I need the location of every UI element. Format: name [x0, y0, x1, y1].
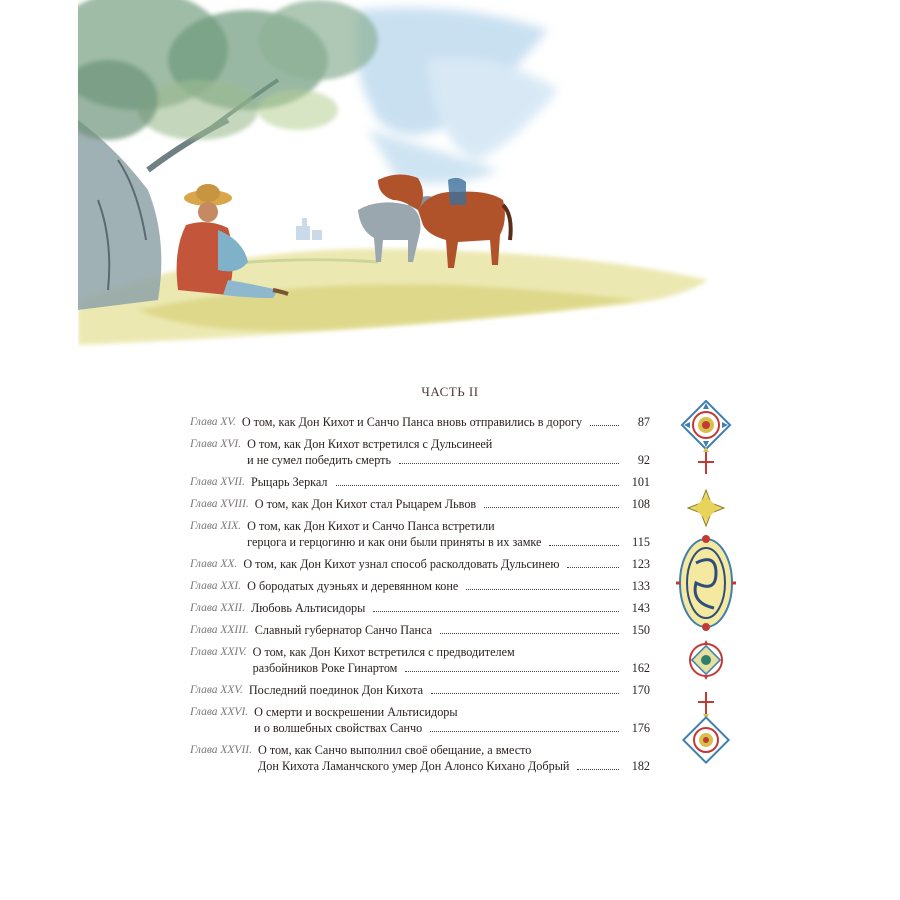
cross-ornament: [698, 447, 714, 474]
chapter-title-text: Рыцарь Зеркал: [250, 475, 328, 489]
gothic-ornament-column: [676, 400, 736, 770]
chapter-title-text: и не сумел победить смерть: [247, 453, 392, 467]
chapter-title-line: [251, 474, 650, 490]
dot-leader: [440, 632, 619, 634]
dot-leader: [399, 462, 619, 464]
toc-entry[interactable]: [190, 578, 650, 594]
dot-leader: [577, 768, 619, 770]
toc-entry[interactable]: [190, 742, 650, 774]
chapter-title: [255, 622, 650, 638]
chapter-title-text: О том, как Санчо выполнил своё обещание, а вместо: [257, 743, 532, 757]
toc-entry[interactable]: [190, 600, 650, 616]
part-heading: ЧАСТЬ II: [421, 384, 479, 399]
toc-entry[interactable]: [190, 682, 650, 698]
chapter-title: [255, 496, 650, 512]
page-number: 170: [631, 683, 650, 697]
chapter-label: Глава XXIV.: [190, 646, 247, 658]
tree-foliage: [78, 0, 378, 140]
chapter-title: [253, 644, 650, 676]
cross-ornament-lower: [698, 692, 714, 719]
chapter-title-text: Славный губернатор Санчо Панса: [254, 623, 432, 637]
chapter-title-text: О бородатых дуэньях и деревянном коне: [247, 579, 459, 593]
page-number: 115: [632, 535, 650, 549]
sky-wash: [356, 8, 559, 184]
chapter-label: Глава XVII.: [190, 476, 245, 488]
chapter-title-text: разбойников Роке Гинартом: [252, 661, 398, 675]
toc-entry[interactable]: [190, 518, 650, 550]
page-number: 143: [631, 601, 650, 615]
chapter-label: Глава XXI.: [190, 580, 242, 592]
chapter-title-line: [242, 414, 650, 430]
watercolor-illustration: [78, 0, 718, 350]
chapter-title-text: О смерти и воскрешении Альтисидоры: [254, 705, 458, 719]
toc-entry[interactable]: [190, 474, 650, 490]
table-of-contents: [190, 414, 650, 780]
chapter-title-line: [247, 578, 650, 594]
chapter-title-line: [247, 436, 650, 452]
chapter-title-line: [253, 644, 650, 660]
dot-leader: [373, 610, 619, 612]
chapter-title: [247, 518, 650, 550]
chapter-title-text: О том, как Дон Кихот и Санчо Панса встретили: [247, 519, 495, 533]
page-number: 150: [631, 623, 650, 637]
chapter-title-text: герцога и герцогиню и как они были приняты в их замке: [247, 535, 542, 549]
page-number: 92: [637, 453, 650, 467]
chapter-label: Глава XX.: [190, 558, 238, 570]
chapter-title: [243, 556, 650, 572]
chapter-title-text: О том, как Дон Кихот встретился с Дульсинеей: [247, 437, 493, 451]
chapter-title-text: Дон Кихота Ламанчского умер Дон Алонсо Кихано Добрый: [257, 759, 570, 773]
page-number: 108: [631, 497, 650, 511]
toc-entry[interactable]: [190, 644, 650, 676]
chapter-title-line: [258, 758, 650, 774]
toc-entry[interactable]: [190, 556, 650, 572]
chapter-title-line: [253, 660, 650, 676]
toc-entry[interactable]: [190, 414, 650, 430]
chapter-title: [254, 704, 650, 736]
star-ornament: [688, 490, 724, 526]
chapter-title-line: [247, 452, 650, 468]
dot-leader: [567, 566, 619, 568]
toc-entry[interactable]: [190, 436, 650, 468]
chapter-title-line: [254, 720, 650, 736]
dot-leader: [336, 484, 619, 486]
chapter-title-line: [255, 622, 650, 638]
page-number: 182: [631, 759, 650, 773]
chapter-title-text: и о волшебных свойствах Санчо: [254, 721, 423, 735]
chapter-label: Глава XXV.: [190, 684, 243, 696]
chapter-title-line: [251, 600, 650, 616]
page-number: 176: [631, 721, 650, 735]
chapter-title-line: [258, 742, 650, 758]
rosette-ornament-top: [682, 401, 730, 449]
chapter-title-text: О том, как Дон Кихот встретился с предводителем: [252, 645, 515, 659]
chapter-title-text: О том, как Дон Кихот узнал способ расколдовать Дульсинею: [243, 557, 560, 571]
page-number: 162: [631, 661, 650, 675]
chapter-title: [247, 578, 650, 594]
rosette-ornament-bottom: [683, 717, 728, 762]
chapter-label: Глава XXVII.: [190, 744, 252, 756]
toc-entry[interactable]: [190, 704, 650, 736]
chapter-title-line: [254, 704, 650, 720]
chapter-title: [251, 474, 650, 490]
chapter-label: Глава XXVI.: [190, 706, 249, 718]
dot-leader: [484, 506, 619, 508]
chapter-title-text: О том, как Дон Кихот стал Рыцарем Львов: [254, 497, 477, 511]
dot-leader: [431, 692, 619, 694]
page-number: 87: [637, 415, 650, 429]
chapter-label: Глава XXIII.: [190, 624, 249, 636]
dot-leader: [590, 424, 619, 426]
chapter-title-line: [247, 534, 650, 550]
chapter-title-line: [255, 496, 650, 512]
dot-leader: [549, 544, 619, 546]
chapter-label: Глава XV.: [190, 416, 236, 428]
chapter-label: Глава XIX.: [190, 520, 242, 532]
chapter-title-line: [249, 682, 650, 698]
dot-leader: [430, 730, 619, 732]
chapter-label: Глава XXII.: [190, 602, 245, 614]
chapter-title: [251, 600, 650, 616]
dot-leader: [466, 588, 619, 590]
chapter-title-line: [243, 556, 650, 572]
chapter-title: [247, 436, 650, 468]
chapter-title-text: Последний поединок Дон Кихота: [248, 683, 423, 697]
chapter-label: Глава XVIII.: [190, 498, 249, 510]
chapter-title-line: [247, 518, 650, 534]
toc-entry[interactable]: [190, 496, 650, 512]
ground: [78, 249, 708, 345]
chapter-title: [242, 414, 650, 430]
chapter-title-text: О том, как Дон Кихот и Санчо Панса вновь отправились в дорогу: [241, 415, 583, 429]
chapter-label: Глава XVI.: [190, 438, 242, 450]
oval-medallion-ornament: [676, 535, 736, 631]
chapter-title-text: Любовь Альтисидоры: [250, 601, 366, 615]
page-number: 101: [631, 475, 650, 489]
toc-entry[interactable]: [190, 622, 650, 638]
rosette-ornament-middle: [690, 640, 722, 680]
chapter-title: [258, 742, 650, 774]
distant-castle: [296, 218, 322, 240]
dot-leader: [405, 670, 619, 672]
chapter-title: [249, 682, 650, 698]
page-number: 123: [631, 557, 650, 571]
page-number: 133: [631, 579, 650, 593]
